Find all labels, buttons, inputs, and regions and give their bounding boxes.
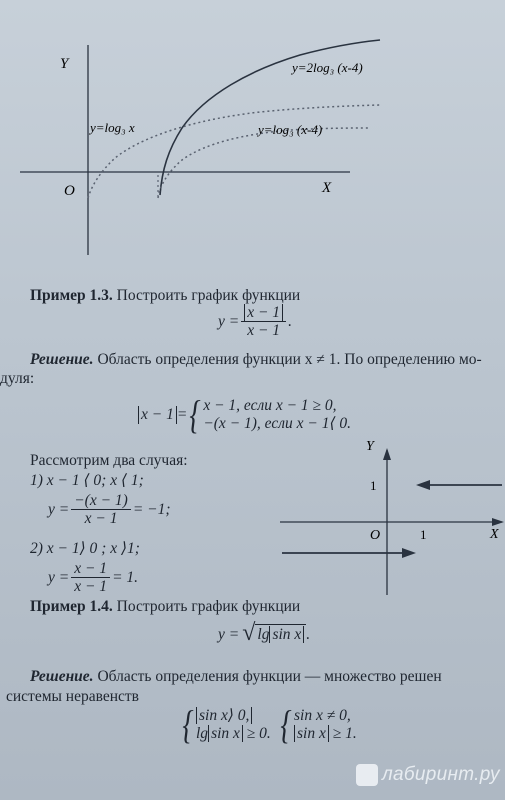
inequality-system-1 <box>180 702 271 747</box>
x-axis-arrow-icon <box>492 518 504 526</box>
abs-case-2: −(x − 1), если x − 1⟨ 0. <box>203 415 352 432</box>
graph2-x-label: X <box>490 527 499 542</box>
example-1-4-label: Пример 1.4. <box>30 598 113 615</box>
label-log3-x-minus-4: y=log₃ (x-4) <box>258 122 323 137</box>
graph1-x-label: X <box>322 180 332 196</box>
case-1-fraction <box>71 492 131 527</box>
graph1-y-label: Y <box>60 56 69 72</box>
curve-log3-x <box>88 105 380 198</box>
example-1-3-label: Пример 1.3. <box>30 287 113 304</box>
sys1-line1: sin x⟩ 0, <box>196 707 252 724</box>
brace-icon: { <box>189 392 201 437</box>
solution-label: Решение. <box>30 351 94 368</box>
case-2-denominator: x − 1 <box>74 578 108 595</box>
example-1-4-text: Построить график функции <box>112 598 301 615</box>
formula-fraction <box>241 304 286 339</box>
sys2-line2-end: ≥ 1. <box>328 725 357 742</box>
example-1-3-formula <box>218 304 292 339</box>
case-1-lhs: y = <box>48 500 70 518</box>
example-1-4-solution-line2: системы неравенств <box>6 688 139 705</box>
formula-denominator: x − 1 <box>247 322 281 339</box>
abs-lhs: x − 1 <box>138 406 177 424</box>
sqrt-icon: √ lg sin x <box>242 622 306 644</box>
inequality-system-2 <box>278 702 357 747</box>
example-1-3-solution-line2: дуля: <box>0 370 35 387</box>
example-1-3-text: Построить график функции <box>112 287 301 304</box>
example-1-3-solution-line1 <box>30 351 482 369</box>
sys2-line1: sin x ≠ 0, <box>294 707 351 724</box>
formula-lhs: y = <box>218 312 240 330</box>
brace-1-icon: { <box>182 702 194 747</box>
formula-14-end: . <box>306 626 311 643</box>
case-2-condition: 2) x − 1⟩ 0 ; x ⟩1; <box>30 540 140 557</box>
case-2-fraction <box>71 560 110 595</box>
consider-cases: Рассмотрим два случая: <box>30 452 188 469</box>
labirint-logo-icon <box>356 764 378 786</box>
label-2log3-x-minus-4: y=2log₃ (x-4) <box>292 60 363 75</box>
example-1-4-formula <box>218 622 310 644</box>
curve-log3-x-minus-4 <box>158 128 370 198</box>
step-function-graph <box>270 430 505 600</box>
label-log3-x: y=log₃ x <box>90 120 135 135</box>
solution-text: Область определения функции x ≠ 1. По определению мо- <box>93 351 482 368</box>
ray-1-arrow-icon <box>416 480 430 490</box>
example-1-4-title <box>30 598 300 616</box>
solution-14-label: Решение. <box>30 668 94 685</box>
example-1-4-solution-line1 <box>30 668 442 686</box>
case-2-result: = 1. <box>112 568 139 586</box>
solution-14-text: Область определения функции — множество решен <box>93 668 442 685</box>
formula-14-lg: lg <box>257 626 270 643</box>
ray-2-arrow-icon <box>402 548 416 558</box>
graph2-tick-y-1: 1 <box>370 478 377 493</box>
example-1-3-title <box>30 287 300 305</box>
case-2-numerator: x − 1 <box>71 560 110 578</box>
formula-end: . <box>288 312 292 330</box>
graph1-origin-label: O <box>64 183 75 199</box>
sys2-line2-sin: sin x <box>294 725 329 742</box>
sys1-line2-lg: lg <box>196 725 209 742</box>
formula-numerator: x − 1 <box>244 304 283 321</box>
sys1-line2-end: ≥ 0. <box>242 725 271 742</box>
case-1-condition: 1) x − 1 ⟨ 0; x ⟨ 1; <box>30 472 144 489</box>
sys1-line2-sin: sin x <box>208 725 243 742</box>
brace-2-icon: { <box>280 702 292 747</box>
y-axis-arrow-icon <box>383 448 391 460</box>
abs-definition <box>138 392 352 437</box>
case-2-formula <box>48 560 138 595</box>
case-1-formula <box>48 492 171 527</box>
logarithm-graph <box>0 0 505 260</box>
abs-case-1: x − 1, если x − 1 ≥ 0, <box>203 397 337 414</box>
case-1-numerator: −(x − 1) <box>71 492 131 510</box>
formula-14-sin: sin x <box>269 626 304 643</box>
watermark: лабиринт.ру <box>382 764 500 785</box>
graph2-tick-x-1: 1 <box>420 527 427 542</box>
case-1-result: = −1; <box>132 500 171 518</box>
abs-eq: = <box>176 406 188 423</box>
case-2-lhs: y = <box>48 568 70 586</box>
graph2-origin-label: O <box>370 528 381 543</box>
graph2-y-label: Y <box>366 439 374 454</box>
case-1-denominator: x − 1 <box>84 510 118 527</box>
formula-14-lhs: y = <box>218 626 240 643</box>
